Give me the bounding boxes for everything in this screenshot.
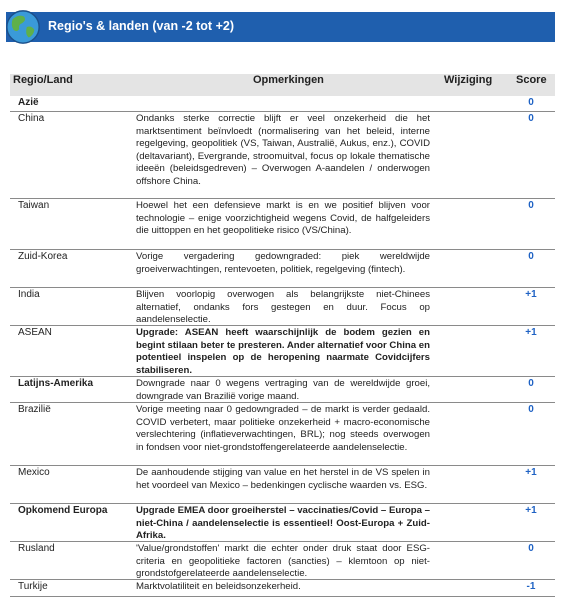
regions-table (10, 96, 555, 597)
row-score: 0 (528, 378, 534, 389)
row-notes: Ondanks sterke correctie blijft er veel onzekerheid die het marktsentiment beïnvloedt (normalisering van het beleid, interne regelgeving, geopolitiek (VS, Taiwan, Australië, Aukus, enz.), COVID (deltavariant), Evergrande, stroomuitval, focus op lokale thematische ideeën (beleidsgedreven) – Overwogen A-aandelen / onderwogen offshore China. (136, 113, 430, 187)
table-row (10, 377, 555, 403)
column-notes: Opmerkingen (253, 74, 324, 86)
row-notes: Upgrade EMEA door groeiherstel – vaccinaties/Covid – Europa – niet-China / aandelenselectie is essentieel! Oost-Europa + Zuid-Afrika. (136, 505, 430, 542)
table-row (10, 199, 555, 250)
row-notes: 'Value/grondstoffen' markt die echter onder druk staat door ESG-criteria en geopolitieke factoren (sancties) – klemtoon op niet-grondstofgerelateerde aandelenselectie. (136, 543, 430, 580)
row-region: Brazilië (18, 404, 51, 415)
row-region: Rusland (18, 543, 55, 554)
row-notes: Vorige meeting naar 0 gedowngraded – de markt is verder gedaald. COVID verbetert, maar politieke onzekerheid + macro-economische verslechtering (inflatieverwachtingen, BRL); nog steeds overwogen in fondsen voor niet-grondstoffengerelateerde aandelenselectie. (136, 404, 430, 453)
row-region: India (18, 289, 40, 300)
column-score: Score (516, 74, 547, 86)
row-notes: Marktvolatiliteit en beleidsonzekerheid. (136, 581, 301, 592)
row-score: 0 (528, 113, 534, 124)
table-row (10, 580, 555, 597)
row-region: Mexico (18, 467, 50, 478)
column-region: Regio/Land (13, 74, 73, 86)
row-score: 0 (528, 200, 534, 211)
row-score: -1 (526, 581, 536, 592)
section-header (6, 12, 555, 42)
row-score: 0 (528, 97, 534, 108)
row-score: +1 (525, 467, 537, 478)
row-region: Turkije (18, 581, 48, 592)
row-region: Opkomend Europa (18, 505, 108, 516)
table-row (10, 288, 555, 326)
page-title: Regio's & landen (van -2 tot +2) (48, 19, 234, 33)
column-change: Wijziging (444, 74, 493, 86)
row-notes: De aanhoudende stijging van value en het herstel in de VS spelen in het voordeel van Mexico – bedenkingen cyclische waarden vs. ESG. (136, 467, 430, 491)
row-region: Azië (18, 97, 39, 108)
row-score: +1 (525, 289, 537, 300)
globe-icon (4, 8, 42, 46)
row-notes: Downgrade naar 0 wegens vertraging van de wereldwijde groei, downgrade van Brazilië vorige maand. (136, 378, 430, 402)
table-header (10, 74, 555, 96)
table-row (10, 112, 555, 199)
table-row (10, 466, 555, 504)
table-row (10, 504, 555, 542)
row-notes: Upgrade: ASEAN heeft waarschijnlijk de bodem gezien en begint stilaan beter te presteren. Ander alternatief voor China en potentieel inspelen op de heropening naarmate Covidcijfers stabiliseren. (136, 327, 430, 376)
row-notes: Vorige vergadering gedowngraded: piek wereldwijde groeiverwachtingen, rentevoeten, politiek, regelgeving (fintech). (136, 251, 430, 275)
row-score: +1 (525, 327, 537, 338)
row-region: China (18, 113, 45, 124)
table-row (10, 542, 555, 580)
row-score: +1 (525, 505, 537, 516)
table-row (10, 96, 555, 112)
row-region: Zuid-Korea (18, 251, 68, 262)
table-row (10, 250, 555, 288)
row-region: Taiwan (18, 200, 50, 211)
row-notes: Hoewel het een defensieve markt is en we positief blijven voor technologie – enige voorzichtigheid wegens Covid, de halfgeleiders die uittoppen en het geopolitieke risico (VS/China). (136, 200, 430, 237)
row-score: 0 (528, 404, 534, 415)
row-score: 0 (528, 251, 534, 262)
row-region: Latijns-Amerika (18, 378, 94, 389)
table-row (10, 326, 555, 377)
row-score: 0 (528, 543, 534, 554)
row-notes: Blijven voorlopig overwogen als belangrijkste niet-Chinees alternatief, ondanks fors gestegen en duur. Focus op aandelenselectie. (136, 289, 430, 326)
row-region: ASEAN (18, 327, 52, 338)
table-row (10, 403, 555, 466)
